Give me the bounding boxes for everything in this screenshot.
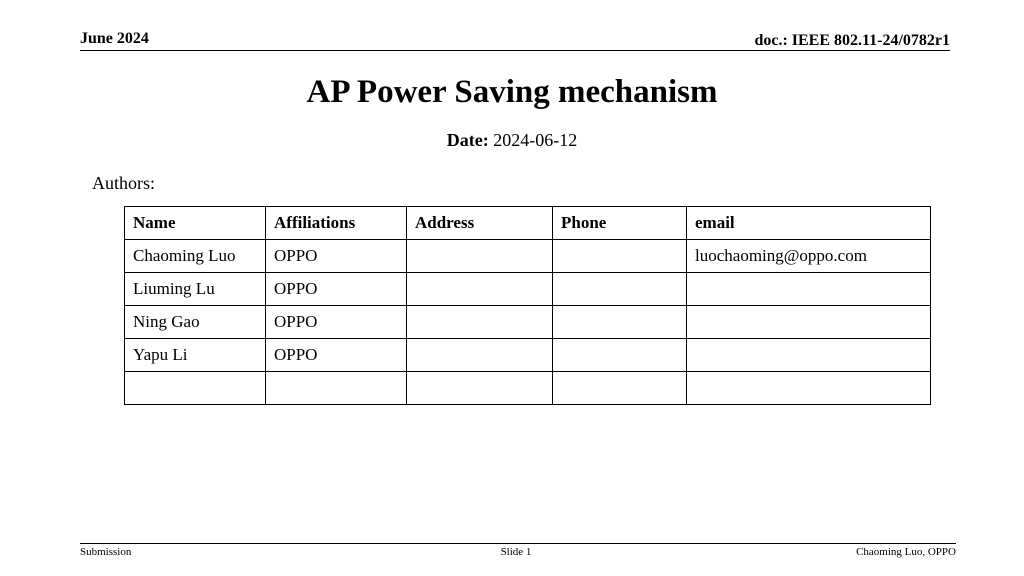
footer-slide-number: Slide 1 (500, 546, 532, 558)
table-row (125, 372, 931, 405)
table-header-row (125, 207, 931, 240)
table-cell (125, 372, 266, 405)
table-cell (407, 372, 553, 405)
table-cell (687, 273, 931, 306)
table-cell (687, 372, 931, 405)
header-doc-id: doc.: IEEE 802.11-24/0782r1 (754, 32, 950, 49)
table-cell (407, 339, 553, 372)
column-header: email (687, 207, 931, 240)
table-cell (407, 240, 553, 273)
table-row (125, 306, 931, 339)
table-cell (553, 372, 687, 405)
table-cell (553, 273, 687, 306)
table-cell (553, 306, 687, 339)
table-cell (407, 273, 553, 306)
date-label: Date: (446, 130, 489, 150)
authors-label: Authors: (92, 173, 155, 193)
table-cell (687, 339, 931, 372)
table-cell: Yapu Li (125, 339, 266, 372)
table-cell: OPPO (266, 339, 407, 372)
table-cell: Ning Gao (125, 306, 266, 339)
slide-title: AP Power Saving mechanism (306, 74, 718, 110)
table-cell: Chaoming Luo (125, 240, 266, 273)
footer-author: Chaoming Luo, OPPO (856, 546, 956, 558)
table-cell: luochaoming@oppo.com (687, 240, 931, 273)
header-divider (80, 50, 950, 51)
table-cell: OPPO (266, 240, 407, 273)
date-line (0, 130, 1024, 151)
table-cell: Liuming Lu (125, 273, 266, 306)
table-cell (687, 306, 931, 339)
header-date: June 2024 (80, 30, 149, 47)
column-header: Affiliations (266, 207, 407, 240)
table-cell (553, 339, 687, 372)
table-cell: OPPO (266, 273, 407, 306)
table-cell (553, 240, 687, 273)
column-header: Phone (553, 207, 687, 240)
table-cell (266, 372, 407, 405)
authors-table (124, 206, 931, 405)
footer-divider (80, 543, 956, 544)
column-header: Address (407, 207, 553, 240)
date-value: 2024-06-12 (493, 130, 578, 150)
table-cell (407, 306, 553, 339)
table-row (125, 240, 931, 273)
table-row (125, 273, 931, 306)
column-header: Name (125, 207, 266, 240)
table-cell: OPPO (266, 306, 407, 339)
table-row (125, 339, 931, 372)
footer-submission: Submission (80, 546, 132, 558)
